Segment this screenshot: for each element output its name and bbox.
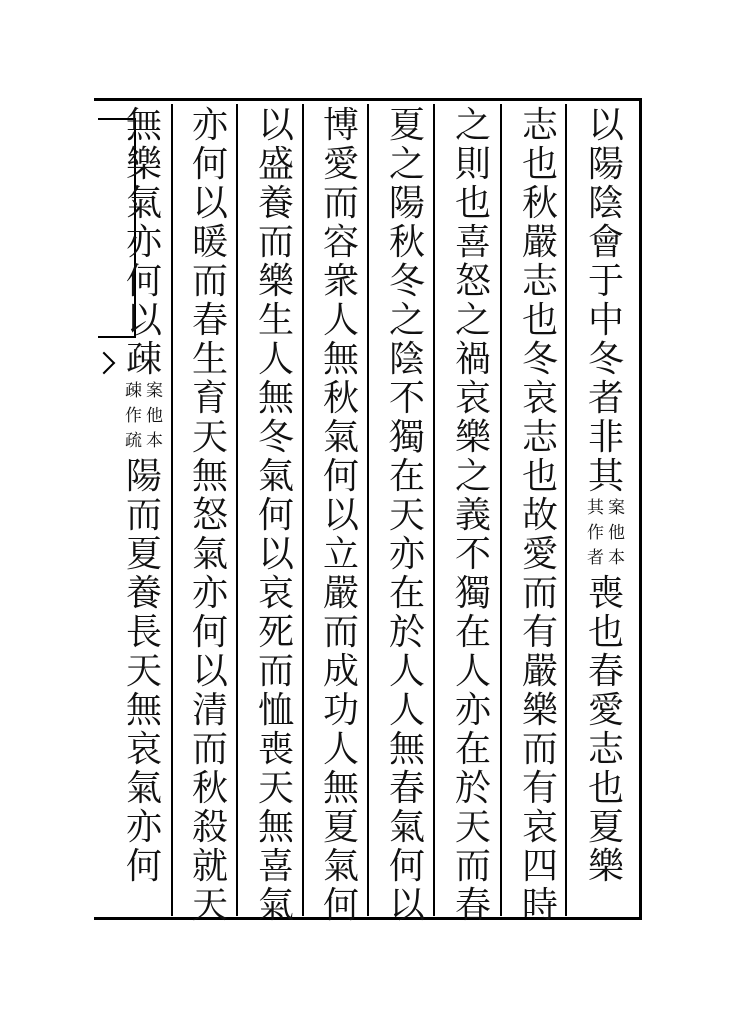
text-character: 無 [322,339,359,380]
column-main-before [449,105,497,927]
text-character: 清 [191,690,228,731]
text-character: 盛 [257,144,294,185]
text-character: 樂 [521,690,558,731]
text-character: 嚴 [322,573,359,614]
text-character: 獨 [388,417,425,458]
text-character: 氣 [191,534,228,575]
text-character: 志 [521,417,558,458]
text-character: 夏 [125,534,162,575]
text-character: 陰 [388,339,425,380]
text-character: 也 [587,612,624,653]
text-character: 秋 [521,183,558,224]
text-character: 陰 [587,183,624,224]
text-character: 而 [257,651,294,692]
text-character: 之 [454,105,491,146]
text-character: 容 [322,222,359,263]
text-character: 獨 [454,573,491,614]
text-character: 樂 [587,846,624,887]
text-character: 以 [191,651,228,692]
text-character: 恤 [257,690,294,731]
text-character: 無 [191,456,228,497]
annotation-note [587,499,625,574]
text-character: 氣 [388,807,425,848]
text-character: 陽 [388,183,425,224]
text-character: 愛 [322,144,359,185]
text-character: 天 [191,885,228,926]
text-character: 何 [191,144,228,185]
text-character: 何 [191,612,228,653]
text-character: 喜 [454,222,491,263]
text-character: 喪 [587,573,624,614]
text-character: 春 [587,651,624,692]
text-character: 在 [388,456,425,497]
text-character: 亦 [125,807,162,848]
text-character: 於 [388,612,425,653]
text-character: 人 [388,690,425,731]
text-character: 也 [454,183,491,224]
text-character: 而 [454,846,491,887]
text-character: 哀 [125,729,162,770]
note-character: 案 [146,381,163,401]
text-character: 非 [587,417,624,458]
text-character: 義 [454,495,491,536]
text-character: 春 [191,300,228,341]
text-character: 樂 [257,261,294,302]
text-character: 而 [125,495,162,536]
text-character: 哀 [257,573,294,614]
text-character: 秋 [191,768,228,809]
text-character: 怒 [191,495,228,536]
text-character: 生 [191,339,228,380]
text-character: 以 [322,495,359,536]
text-character: 於 [454,768,491,809]
column-main-after [582,573,630,888]
column-main-before [317,105,365,927]
text-column [445,105,501,927]
text-character: 無 [125,105,162,146]
text-character: 冬 [587,339,624,380]
text-character: 嚴 [521,651,558,692]
note-line [608,499,625,574]
text-character: 就 [191,846,228,887]
text-character: 也 [521,300,558,341]
column-main-before [516,105,564,927]
text-character: 禍 [454,339,491,380]
text-character: 哀 [521,807,558,848]
text-character: 有 [521,612,558,653]
text-character: 其 [587,456,624,497]
column-main-before [383,105,431,927]
note-character: 作 [587,523,604,543]
column-main-before [252,105,300,927]
text-character: 冬 [257,417,294,458]
text-character: 氣 [257,456,294,497]
text-character: 也 [521,456,558,497]
text-character: 亦 [454,690,491,731]
text-character: 在 [454,729,491,770]
text-character: 以 [587,105,624,146]
text-character: 天 [388,495,425,536]
text-character: 中 [587,300,624,341]
column-main-before [582,105,630,498]
note-line [587,499,604,574]
text-character: 者 [587,378,624,419]
text-character: 無 [257,378,294,419]
note-character: 疎 [125,381,142,401]
text-character: 會 [587,222,624,263]
text-character: 在 [454,612,491,653]
text-character: 人 [454,651,491,692]
text-character: 亦 [388,534,425,575]
text-character: 衆 [322,261,359,302]
text-character: 以 [388,885,425,926]
text-character: 之 [454,456,491,497]
text-character: 哀 [521,378,558,419]
text-column [182,105,238,927]
text-character: 在 [388,573,425,614]
text-character: 冬 [388,261,425,302]
text-character: 之 [454,300,491,341]
text-character: 人 [322,729,359,770]
text-character: 育 [191,378,228,419]
text-character: 人 [388,651,425,692]
text-character: 何 [388,846,425,887]
text-character: 也 [587,768,624,809]
text-character: 喪 [257,729,294,770]
text-character: 立 [322,534,359,575]
text-character: 氣 [125,183,162,224]
text-character: 秋 [388,222,425,263]
text-character: 志 [521,105,558,146]
text-character: 天 [454,807,491,848]
text-character: 以 [191,183,228,224]
text-character: 愛 [587,690,624,731]
text-character: 于 [587,261,624,302]
text-character: 生 [257,300,294,341]
text-character: 夏 [388,105,425,146]
text-character: 怒 [454,261,491,302]
text-column [313,105,369,927]
note-character: 其 [587,498,604,518]
text-character: 人 [257,339,294,380]
text-character: 以 [125,300,162,341]
text-character: 夏 [322,807,359,848]
text-column [578,105,634,888]
text-character: 以 [257,105,294,146]
text-character: 之 [388,300,425,341]
text-character: 氣 [322,846,359,887]
column-main-after [120,456,168,888]
text-character: 成 [322,651,359,692]
text-character: 天 [125,651,162,692]
text-character: 而 [191,729,228,770]
text-character: 無 [388,729,425,770]
text-character: 亦 [191,573,228,614]
note-character: 案 [608,498,625,518]
text-character: 喜 [257,846,294,887]
text-character: 無 [322,768,359,809]
text-character: 養 [125,573,162,614]
text-character: 夏 [587,807,624,848]
text-character: 博 [322,105,359,146]
text-character: 春 [454,885,491,926]
text-character: 何 [322,456,359,497]
note-character: 本 [146,431,163,451]
text-character: 也 [521,144,558,185]
text-character: 氣 [322,417,359,458]
text-character: 志 [521,261,558,302]
text-character: 長 [125,612,162,653]
text-character: 何 [322,885,359,926]
text-character: 樂 [125,144,162,185]
text-character: 志 [587,729,624,770]
text-character: 何 [125,846,162,887]
text-character: 有 [521,768,558,809]
text-character: 不 [388,378,425,419]
text-column [379,105,435,927]
text-character: 亦 [191,105,228,146]
text-character: 亦 [125,222,162,263]
text-character: 四 [521,846,558,887]
note-character: 他 [608,523,625,543]
text-character: 養 [257,183,294,224]
text-column [248,105,304,927]
text-character: 樂 [454,417,491,458]
text-character: 而 [191,261,228,302]
text-character: 時 [521,885,558,926]
text-character: 何 [125,261,162,302]
text-character: 人 [322,300,359,341]
text-character: 死 [257,612,294,653]
text-character: 疎 [125,339,162,380]
text-character: 不 [454,534,491,575]
text-character: 功 [322,690,359,731]
text-character: 而 [322,183,359,224]
text-character: 愛 [521,534,558,575]
text-character: 冬 [521,339,558,380]
text-character: 則 [454,144,491,185]
text-character: 何 [257,495,294,536]
text-column [512,105,568,927]
note-character: 他 [146,406,163,426]
annotation-note [125,382,163,457]
note-line [146,382,163,457]
text-character: 故 [521,495,558,536]
text-character: 暖 [191,222,228,263]
text-character: 而 [257,222,294,263]
text-character: 陽 [125,456,162,497]
text-character: 陽 [587,144,624,185]
text-character: 秋 [322,378,359,419]
text-column [116,105,172,888]
text-character: 哀 [454,378,491,419]
text-character: 之 [388,144,425,185]
text-character: 天 [257,768,294,809]
column-main-before [120,105,168,381]
note-character: 疏 [125,431,142,451]
text-character: 殺 [191,807,228,848]
note-line [125,382,142,457]
note-character: 者 [587,548,604,568]
text-character: 氣 [257,885,294,926]
text-character: 而 [322,612,359,653]
note-character: 作 [125,406,142,426]
column-main-before [186,105,234,927]
text-character: 氣 [125,768,162,809]
text-character: 無 [257,807,294,848]
text-character: 以 [257,534,294,575]
text-character: 而 [521,573,558,614]
text-character: 而 [521,729,558,770]
note-character: 本 [608,548,625,568]
text-character: 無 [125,690,162,731]
text-character: 嚴 [521,222,558,263]
text-character: 春 [388,768,425,809]
text-character: 天 [191,417,228,458]
